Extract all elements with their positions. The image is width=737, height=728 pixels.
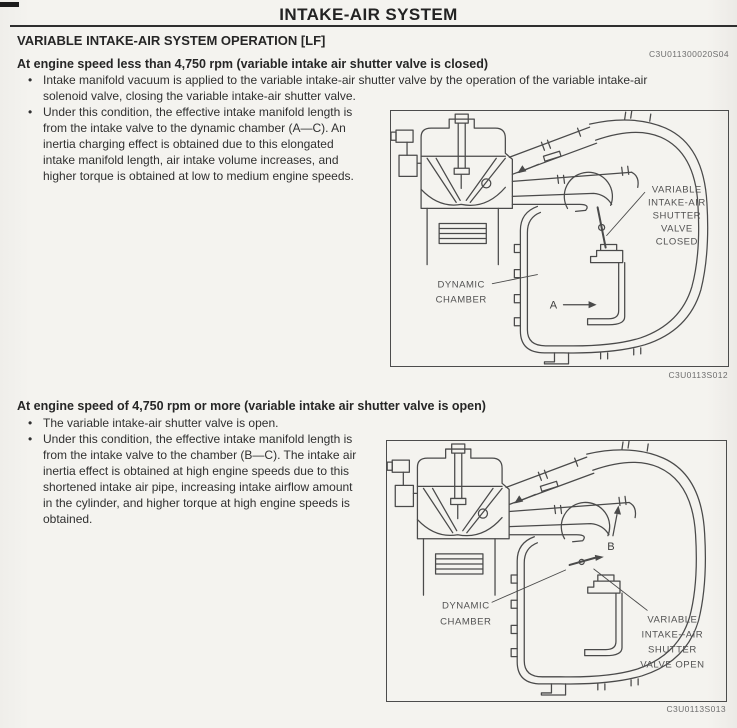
valve-label-leader xyxy=(594,569,647,610)
valve-state-label-line: SHUTTER xyxy=(652,210,702,222)
bullet-text: Under this condition, the effective intake manifold length is from the intake valve to the dynamic chamber (A—C). An inertia charging effect is obtained due to this elongated intake manifold length, air intake volume increases, and higher torque is obtained at low to medium engine speeds. xyxy=(43,105,354,183)
operation-code: C3U011300020S04 xyxy=(648,49,729,59)
bullet-marker xyxy=(28,431,43,527)
figure-valve-closed xyxy=(390,110,729,367)
dynamic-chamber-label-line: CHAMBER xyxy=(435,294,487,306)
valve-state-label-line: CLOSED xyxy=(655,236,698,248)
valve-state-label-line: VALVE xyxy=(660,223,693,235)
valve-state-label-line: SHUTTER xyxy=(648,644,697,656)
section1-bullet-1 xyxy=(28,72,688,104)
bullet-text: Intake manifold vacuum is applied to the variable intake-air shutter valve by the operation of the variable intake-air solenoid valve, closing the variable intake-air shutter valve. xyxy=(43,73,648,103)
flow-label-a: A xyxy=(549,299,558,312)
flow-label-b: B xyxy=(607,540,615,553)
dynamic-chamber-label-line: CHAMBER xyxy=(440,616,492,628)
figure2-code: C3U0113S013 xyxy=(666,704,726,714)
bullet-marker xyxy=(28,104,43,184)
dynamic-chamber-label-line: DYNAMIC xyxy=(441,600,490,612)
valve-state-label-line: VARIABLE xyxy=(647,614,698,626)
section1-bullet-2 xyxy=(28,104,360,184)
valve-state-label-line: INTAKE--AIR xyxy=(641,629,704,641)
bullet-marker xyxy=(28,415,43,431)
title-rule xyxy=(10,25,737,27)
flow-arrow-a-icon xyxy=(564,301,597,308)
page-title: INTAKE-AIR SYSTEM xyxy=(279,5,458,24)
engine-diagram-closed xyxy=(391,111,728,366)
shutter-valve-closed-icon xyxy=(598,207,606,247)
section2-heading: At engine speed of 4,750 rpm or more (variable intake air shutter valve is open) xyxy=(17,399,486,413)
operation-heading: VARIABLE INTAKE-AIR SYSTEM OPERATION [LF] xyxy=(17,33,326,48)
chamber-label-leader xyxy=(492,570,566,602)
valve-state-label-line: VALVE OPEN xyxy=(640,659,705,671)
section2-bullet-1 xyxy=(28,415,688,431)
valve-state-label-line: VARIABLE xyxy=(651,184,702,196)
engine-diagram-open xyxy=(387,441,726,701)
figure-valve-open xyxy=(386,440,727,702)
figure1-code: C3U0113S012 xyxy=(668,370,728,380)
bullet-marker xyxy=(28,72,43,104)
bullet-text: The variable intake-air shutter valve is open. xyxy=(43,416,279,430)
shutter-valve-open-icon xyxy=(570,555,604,565)
dynamic-chamber-label-line: DYNAMIC xyxy=(437,279,485,291)
section1-heading: At engine speed less than 4,750 rpm (variable intake air shutter valve is closed) xyxy=(17,57,489,71)
section2-bullet-2 xyxy=(28,431,360,527)
flow-arrow-b-icon xyxy=(613,505,621,535)
bullet-text: Under this condition, the effective intake manifold length is from the intake valve to the chamber (B—C). The intake air inertia effect is obtained at high engine speeds due to this shortened intake air pipe, increasing intake airflow amount in the cylinder, and higher torque at high engine speeds is obtained. xyxy=(43,432,357,526)
valve-state-label-line: INTAKE-AIR xyxy=(647,197,706,209)
